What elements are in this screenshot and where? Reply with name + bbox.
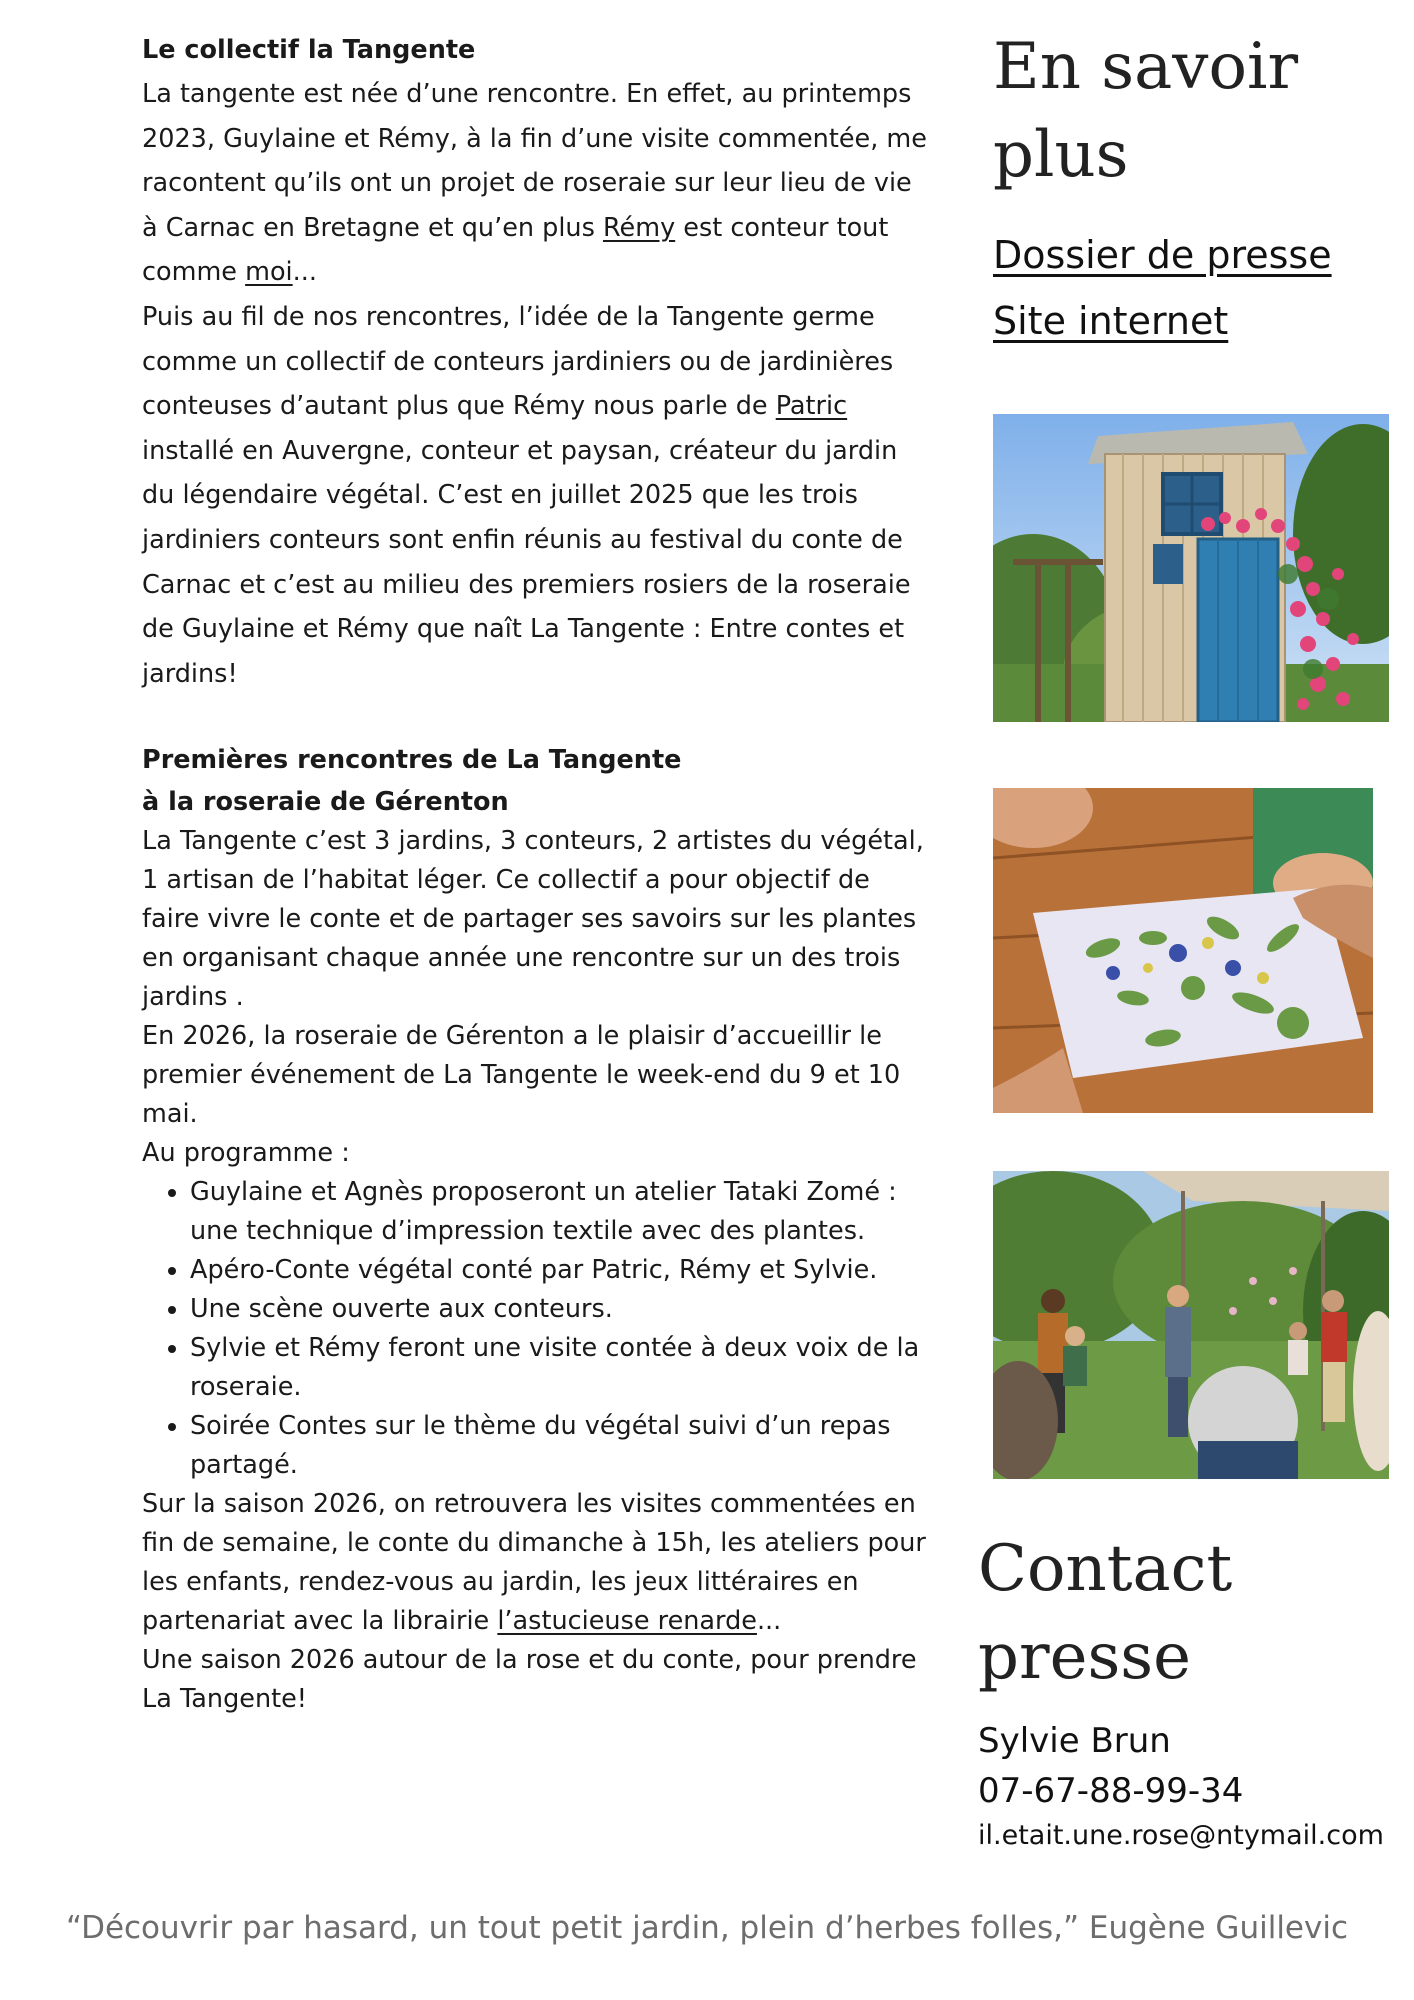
photo-cabane: [993, 414, 1389, 722]
list-item: • Soirée Contes sur le thème du végétal suivi d’un repas partagé.: [190, 1407, 932, 1485]
section-heading: Le collectif la Tangente: [142, 35, 476, 65]
section-collectif: [142, 28, 932, 696]
paragraph: [142, 295, 932, 696]
photo-cabane-image: [993, 414, 1389, 722]
link-remy[interactable]: Rémy: [602, 212, 676, 243]
photo-visite-jardin: [993, 1171, 1389, 1479]
photo-atelier-tataki-image: [993, 788, 1373, 1113]
programme-list: [142, 1173, 932, 1485]
list-item: • Apéro-Conte végétal conté par Patric, Rémy et Sylvie.: [190, 1251, 932, 1290]
section-subheading: à la roseraie de Gérenton: [142, 787, 509, 817]
paragraph: La Tangente c’est 3 jardins, 3 conteurs, 2 artistes du végétal, 1 artisan de l’habitat léger. Ce collectif a pour objectif de faire vivre le conte et de partager ses savoirs sur les plantes en organisant chaque année une rencontre sur un des trois jardins .: [142, 826, 924, 1012]
section-premieres-rencontres: [142, 738, 932, 1719]
contact-title: Contact: [978, 1532, 1233, 1606]
contact-title: presse: [978, 1620, 1191, 1694]
contact-email: il.etait.une.rose@ntymail.com: [978, 1820, 1384, 1851]
list-item: • Guylaine et Agnès proposeront un atelier Tataki Zomé : une technique d’impression textile avec des plantes.: [190, 1173, 932, 1251]
photo-atelier-tataki: [993, 788, 1373, 1113]
paragraph-text: La tangente est née d’une rencontre. En effet, au printemps 2023, Guylaine et Rémy, à la fin d’une visite commentée, me racontent qu’ils ont un projet de roseraie sur leur lieu de vie à Carnac en Bretagne et qu’en plus: [142, 79, 927, 243]
section-heading: Premières rencontres de La Tangente: [142, 745, 682, 775]
sidebar-title: plus: [993, 118, 1129, 192]
paragraph: [142, 1485, 932, 1641]
photo-visite-jardin-image: [993, 1171, 1389, 1479]
sidebar-contact-presse: [978, 1524, 1384, 1856]
sidebar-title: En savoir: [993, 30, 1299, 104]
paragraph-text: ...: [292, 257, 317, 288]
link-librairie[interactable]: l’astucieuse renarde: [497, 1606, 757, 1636]
contact-phone: 07-67-88-99-34: [978, 1771, 1244, 1811]
paragraph-text: Puis au fil de nos rencontres, l’idée de la Tangente germe comme un collectif de conteurs jardiniers ou de jardinières conteuses d’autant plus que Rémy nous parle de: [142, 301, 894, 422]
paragraph: En 2026, la roseraie de Gérenton a le plaisir d’accueillir le premier événement de La Tangente le week-end du 9 et 10 mai.: [142, 1021, 901, 1129]
programme-label: Au programme :: [142, 1138, 350, 1168]
link-site-internet[interactable]: Site internet: [993, 299, 1229, 343]
paragraph-text: Sur la saison 2026, on retrouvera les visites commentées en fin de semaine, le conte du dimanche à 15h, les ateliers pour les enfants, rendez-vous au jardin, les jeux littéraires en partenariat avec la librairie: [142, 1489, 926, 1636]
list-item: • Sylvie et Rémy feront une visite contée à deux voix de la roseraie.: [190, 1329, 932, 1407]
paragraph-text: est conteur tout comme: [142, 212, 889, 288]
list-item: • Une scène ouverte aux conteurs.: [190, 1290, 932, 1329]
link-dossier-presse[interactable]: Dossier de presse: [993, 233, 1332, 277]
link-moi[interactable]: moi: [245, 257, 293, 288]
link-patric[interactable]: Patric: [775, 391, 848, 422]
paragraph: Une saison 2026 autour de la rose et du conte, pour prendre La Tangente!: [142, 1645, 917, 1714]
paragraph-text: ...: [756, 1606, 782, 1636]
paragraph: [142, 72, 932, 295]
footer-quote: “Découvrir par hasard, un tout petit jardin, plein d’herbes folles,” Eugène Guillevic: [65, 1910, 1349, 1946]
contact-name: Sylvie Brun: [978, 1721, 1171, 1761]
paragraph-text: installé en Auvergne, conteur et paysan, créateur du jardin du légendaire végétal. C’est en juillet 2025 que les trois jardiniers conteurs sont enfin réunis au festival du conte de Carnac et c’est au milieu des premiers rosiers de la roseraie de Guylaine et Rémy que naît La Tangente : Entre contes et jardins!: [142, 435, 911, 689]
sidebar-en-savoir-plus: [993, 22, 1332, 354]
